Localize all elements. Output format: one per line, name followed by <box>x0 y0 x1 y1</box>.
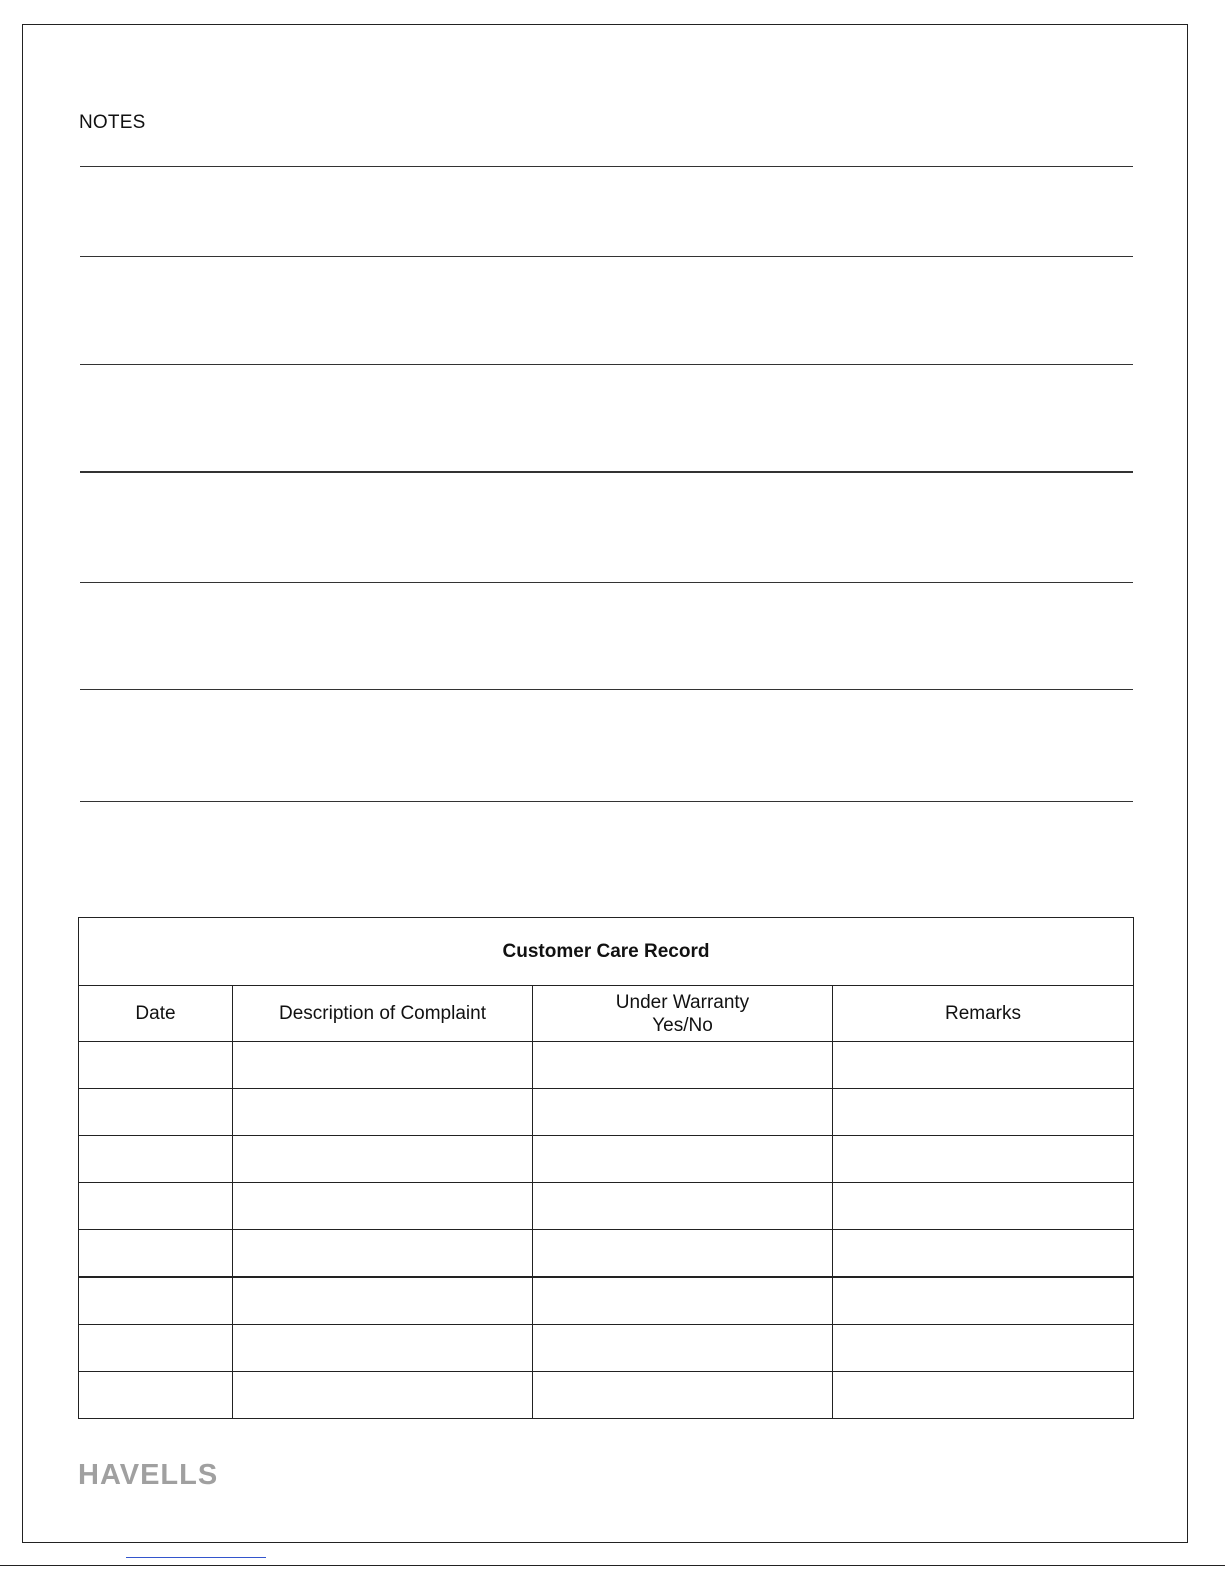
date-cell[interactable] <box>79 1325 233 1372</box>
notes-title: NOTES <box>79 112 146 133</box>
note-line[interactable] <box>80 582 1133 583</box>
note-line[interactable] <box>80 166 1133 167</box>
table-row <box>79 1136 1134 1183</box>
date-cell[interactable] <box>79 1183 233 1230</box>
header-row <box>79 986 1134 1042</box>
description-cell[interactable] <box>233 1136 533 1183</box>
warranty-cell[interactable] <box>533 1183 833 1230</box>
description-cell[interactable] <box>233 1325 533 1372</box>
customer-care-record-table <box>78 917 1134 1419</box>
date-cell[interactable] <box>79 1089 233 1136</box>
table-row <box>79 1372 1134 1419</box>
column-header-remarks: Remarks <box>833 986 1134 1042</box>
note-line[interactable] <box>80 689 1133 690</box>
column-header-warranty <box>533 986 833 1042</box>
description-cell[interactable] <box>233 1042 533 1089</box>
havells-logo-text: HAVELLS <box>78 1459 219 1491</box>
warranty-cell[interactable] <box>533 1230 833 1278</box>
description-cell[interactable] <box>233 1372 533 1419</box>
remarks-cell[interactable] <box>833 1183 1134 1230</box>
table-row <box>79 1230 1134 1278</box>
note-line[interactable] <box>80 471 1133 473</box>
bottom-rule <box>0 1565 1225 1566</box>
table-title: Customer Care Record <box>79 918 1134 986</box>
warranty-cell[interactable] <box>533 1136 833 1183</box>
warranty-cell[interactable] <box>533 1042 833 1089</box>
table-row <box>79 1277 1134 1325</box>
column-header-description: Description of Complaint <box>233 986 533 1042</box>
date-cell[interactable] <box>79 1230 233 1278</box>
table-row <box>79 1089 1134 1136</box>
date-cell[interactable] <box>79 1042 233 1089</box>
warranty-cell[interactable] <box>533 1325 833 1372</box>
remarks-cell[interactable] <box>833 1042 1134 1089</box>
date-cell[interactable] <box>79 1372 233 1419</box>
warranty-cell[interactable] <box>533 1089 833 1136</box>
remarks-cell[interactable] <box>833 1277 1134 1325</box>
remarks-cell[interactable] <box>833 1325 1134 1372</box>
description-cell[interactable] <box>233 1089 533 1136</box>
column-header-warranty-line1: Under Warranty <box>615 991 750 1013</box>
warranty-cell[interactable] <box>533 1372 833 1419</box>
remarks-cell[interactable] <box>833 1372 1134 1419</box>
table-body <box>79 1042 1134 1419</box>
date-cell[interactable] <box>79 1136 233 1183</box>
note-line[interactable] <box>80 801 1133 802</box>
bottom-link-underline <box>126 1557 266 1558</box>
note-line[interactable] <box>80 364 1133 365</box>
column-header-date: Date <box>79 986 233 1042</box>
note-line[interactable] <box>80 256 1133 257</box>
description-cell[interactable] <box>233 1183 533 1230</box>
table-row <box>79 1325 1134 1372</box>
date-cell[interactable] <box>79 1277 233 1325</box>
remarks-cell[interactable] <box>833 1136 1134 1183</box>
table-row <box>79 1183 1134 1230</box>
description-cell[interactable] <box>233 1230 533 1278</box>
description-cell[interactable] <box>233 1277 533 1325</box>
remarks-cell[interactable] <box>833 1230 1134 1278</box>
table-row <box>79 1042 1134 1089</box>
havells-logo <box>78 1459 218 1492</box>
remarks-cell[interactable] <box>833 1089 1134 1136</box>
warranty-cell[interactable] <box>533 1277 833 1325</box>
column-header-warranty-line2: Yes/No <box>652 1014 713 1036</box>
